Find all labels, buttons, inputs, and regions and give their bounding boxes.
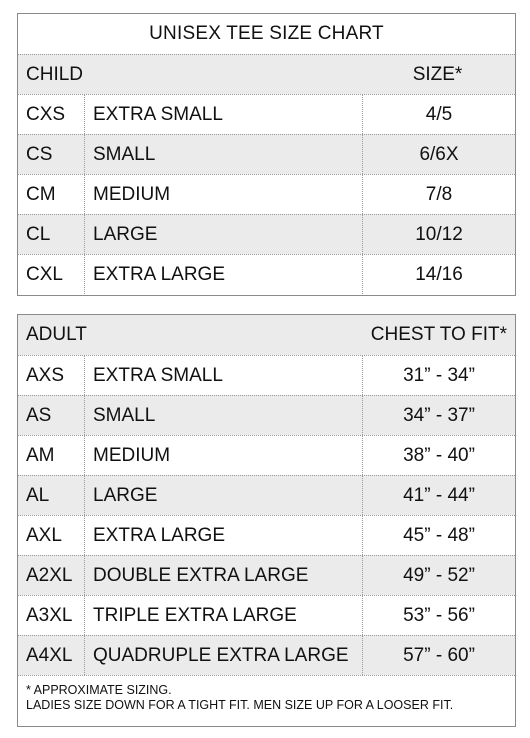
size-value: 41” - 44”: [362, 476, 515, 515]
adult-header-label: ADULT: [26, 324, 87, 345]
table-row: [18, 595, 515, 635]
size-value: 4/5: [362, 95, 515, 134]
size-value: 38” - 40”: [362, 436, 515, 475]
size-code: AM: [26, 445, 55, 466]
size-code: CXL: [26, 264, 63, 285]
size-code: A4XL: [26, 645, 73, 666]
size-value: 31” - 34”: [362, 356, 515, 395]
size-value: 53” - 56”: [362, 596, 515, 635]
size-name: SMALL: [84, 396, 362, 435]
size-value: 34” - 37”: [362, 396, 515, 435]
table-row: [18, 254, 515, 294]
table-row: [18, 94, 515, 134]
chart-title: UNISEX TEE SIZE CHART: [149, 23, 384, 44]
note-approximate: * APPROXIMATE SIZING.: [26, 683, 172, 697]
size-name: LARGE: [84, 215, 362, 254]
table-row: [18, 435, 515, 475]
size-name: EXTRA LARGE: [84, 516, 362, 555]
child-size-header: SIZE*: [412, 64, 463, 85]
size-value: 57” - 60”: [362, 636, 515, 675]
size-value: 14/16: [362, 255, 515, 294]
size-value: 10/12: [362, 215, 515, 254]
adult-chest-header: CHEST TO FIT*: [370, 324, 507, 345]
size-name: MEDIUM: [84, 436, 362, 475]
table-row: [18, 395, 515, 435]
table-row: [18, 134, 515, 174]
size-code: CM: [26, 184, 56, 205]
size-name: QUADRUPLE EXTRA LARGE: [84, 636, 362, 675]
child-header-row: [18, 54, 515, 94]
size-code: AL: [26, 485, 50, 506]
size-name: LARGE: [84, 476, 362, 515]
size-name: EXTRA LARGE: [84, 255, 362, 294]
table-row: [18, 475, 515, 515]
size-value: 7/8: [362, 175, 515, 214]
size-code: AXS: [26, 365, 65, 386]
table-row: [18, 174, 515, 214]
size-name: EXTRA SMALL: [84, 95, 362, 134]
size-name: MEDIUM: [84, 175, 362, 214]
table-row: [18, 555, 515, 595]
size-code: A2XL: [26, 565, 73, 586]
size-name: DOUBLE EXTRA LARGE: [84, 556, 362, 595]
adult-header-row: [18, 315, 515, 355]
size-code: AXL: [26, 525, 62, 546]
size-code: CXS: [26, 104, 66, 125]
size-value: 6/6X: [362, 135, 515, 174]
size-code: CS: [26, 144, 53, 165]
size-value: 45” - 48”: [362, 516, 515, 555]
size-name: SMALL: [84, 135, 362, 174]
table-row: [18, 635, 515, 675]
size-code: AS: [26, 405, 52, 426]
note-fit-advice: LADIES SIZE DOWN FOR A TIGHT FIT. MEN SIZE UP FOR A LOOSER FIT.: [26, 698, 454, 712]
size-name: TRIPLE EXTRA LARGE: [84, 596, 362, 635]
table-row: [18, 515, 515, 555]
size-code: A3XL: [26, 605, 73, 626]
sizing-notes: [18, 675, 515, 727]
table-row: [18, 214, 515, 254]
size-value: 49” - 52”: [362, 556, 515, 595]
child-size-table: [17, 13, 516, 296]
adult-size-table: [17, 314, 516, 727]
table-row: [18, 355, 515, 395]
size-name: EXTRA SMALL: [84, 356, 362, 395]
child-header-label: CHILD: [26, 64, 84, 85]
size-code: CL: [26, 224, 51, 245]
